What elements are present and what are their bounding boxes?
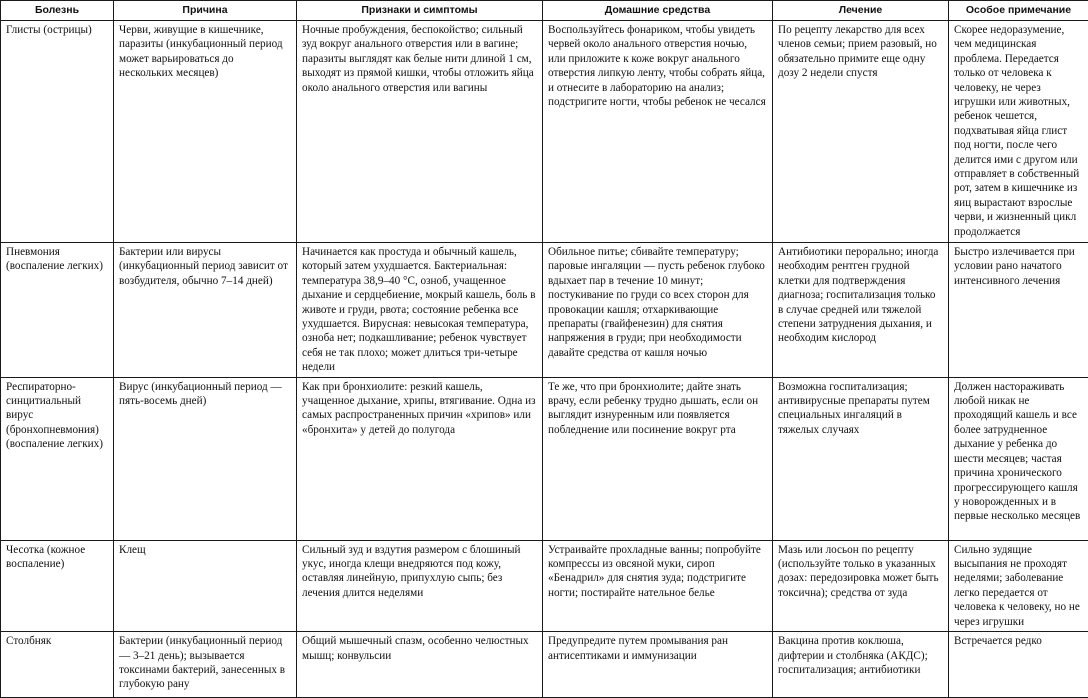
cell-disease: Чесотка (кожное воспаление)	[1, 540, 114, 631]
cell-cause: Бактерии (инкубационный период — 3–21 день); вызывается токсинами бактерий, занесенных в глубокую рану	[114, 632, 297, 698]
cell-treatment: По рецепту лекарство для всех членов семьи; прием разовый, но обязательно примите еще одну дозу 2 недели спустя	[773, 21, 949, 243]
cell-special-note: Сильно зудящие высыпания не проходят неделями; заболевание легко передается от человека к человеку, но не через игрушки	[949, 540, 1088, 631]
header-treatment: Лечение	[773, 1, 949, 21]
cell-treatment: Антибиотики перорально; иногда необходим рентген грудной клетки для подтверждения диагноза; госпитализация только в случае средней или тяжелой степени затруднения дыхания, и необходим кислород	[773, 243, 949, 378]
cell-symptoms: Начинается как простуда и обычный кашель, который затем ухудшается. Бактериальная: температура 38,9–40 °С, озноб, учащенное дыхание и сердцебиение, мокрый кашель, боль в животе и груди, рвота; состояние ребенка все ухудшается. Вирусная: невысокая температура, озноба нет; подкашливание; ребенок чувствует себя не так плохо; может длиться три-четыре недели	[297, 243, 543, 378]
cell-symptoms: Ночные пробуждения, беспокойство; сильный зуд вокруг анального отверстия или в вагине; паразиты выглядят как белые нити длиной 1 см, выходят из прямой кишки, чтобы отложить яйца около анального отверстия или вагины	[297, 21, 543, 243]
cell-disease: Глисты (острицы)	[1, 21, 114, 243]
table-row	[1, 632, 1088, 698]
table-row	[1, 540, 1088, 631]
table-row	[1, 21, 1088, 243]
header-symptoms: Признаки и симптомы	[297, 1, 543, 21]
header-cause: Причина	[114, 1, 297, 21]
cell-special-note: Быстро излечивается при условии рано начатого интенсивного лечения	[949, 243, 1088, 378]
cell-special-note: Встречается редко	[949, 632, 1088, 698]
cell-treatment: Мазь или лосьон по рецепту (используйте только в указанных дозах: передозировка может быть токсична); средства от зуда	[773, 540, 949, 631]
header-row	[1, 1, 1088, 21]
cell-cause: Вирус (инкубационный период — пять-восемь дней)	[114, 377, 297, 540]
table-row	[1, 377, 1088, 540]
cell-home-remedies: Устраивайте прохладные ванны; попробуйте компрессы из овсяной муки, сироп «Бенадрил» для снятия зуда; подстригите ногти; постирайте нательное белье	[543, 540, 773, 631]
cell-disease: Пневмония (воспаление легких)	[1, 243, 114, 378]
cell-disease: Респираторно-синцитиальный вирус (бронхопневмония) (воспаление легких)	[1, 377, 114, 540]
cell-treatment: Возможна госпитализация; антивирусные препараты путем специальных ингаляций в тяжелых случаях	[773, 377, 949, 540]
cell-symptoms: Общий мышечный спазм, особенно челюстных мышц; конвульсии	[297, 632, 543, 698]
cell-home-remedies: Предупредите путем промывания ран антисептиками и иммунизации	[543, 632, 773, 698]
cell-home-remedies: Обильное питье; сбивайте температуру; паровые ингаляции — пусть ребенок глубоко вдыхает пар в течение 10 минут; постукивание по груди со всех сторон для провокации кашля; отхаркивающие препараты (гвайфенезин) для снятия напряжения в груди; при необходимости давайте средства от кашля ночью	[543, 243, 773, 378]
cell-special-note: Должен настораживать любой никак не проходящий кашель и все более затрудненное дыхание у ребенка до шести месяцев; частая причина хронического прогрессирующего кашля у новорожденных и в первые несколько месяцев	[949, 377, 1088, 540]
cell-symptoms: Как при бронхиолите: резкий кашель, учащенное дыхание, хрипы, втягивание. Одна из самых распространенных причин «хрипов» или «бронхита» у детей до полугода	[297, 377, 543, 540]
cell-symptoms: Сильный зуд и вздутия размером с блошиный укус, иногда клещи внедряются под кожу, оставляя линейную, припухлую сыпь; без лечения длится неделями	[297, 540, 543, 631]
cell-disease: Столбняк	[1, 632, 114, 698]
header-special-note: Особое примечание	[949, 1, 1088, 21]
cell-cause: Клещ	[114, 540, 297, 631]
cell-home-remedies: Те же, что при бронхиолите; дайте знать врачу, если ребенку трудно дышать, если он выглядит изнуренным или появляется побледнение или посинение вокруг рта	[543, 377, 773, 540]
table-row	[1, 243, 1088, 378]
cell-treatment: Вакцина против коклюша, дифтерии и столбняка (АКДС); госпитализация; антибиотики	[773, 632, 949, 698]
cell-cause: Черви, живущие в кишечнике, паразиты (инкубационный период может варьироваться до нескольких месяцев)	[114, 21, 297, 243]
header-home-remedies: Домашние средства	[543, 1, 773, 21]
cell-special-note: Скорее недоразумение, чем медицинская проблема. Передается только от человека к человеку, не через игрушки или животных, ребенок чешется, подхватывая яйца глист под ногти, после чего делится ими с другом или отправляет в собственный рот, затем в кишечнике из яиц вырастают взрослые черви, и жизненный цикл продолжается	[949, 21, 1088, 243]
cell-home-remedies: Воспользуйтесь фонариком, чтобы увидеть червей около анального отверстия ночью, или приложите к коже вокруг анального отверстия липкую ленту, чтобы собрать яйца, и отнесите в лабораторию на анализ; подстригите ногти, чтобы ребенок не чесался	[543, 21, 773, 243]
header-disease: Болезнь	[1, 1, 114, 21]
cell-cause: Бактерии или вирусы (инкубационный период зависит от возбудителя, обычно 7–14 дней)	[114, 243, 297, 378]
